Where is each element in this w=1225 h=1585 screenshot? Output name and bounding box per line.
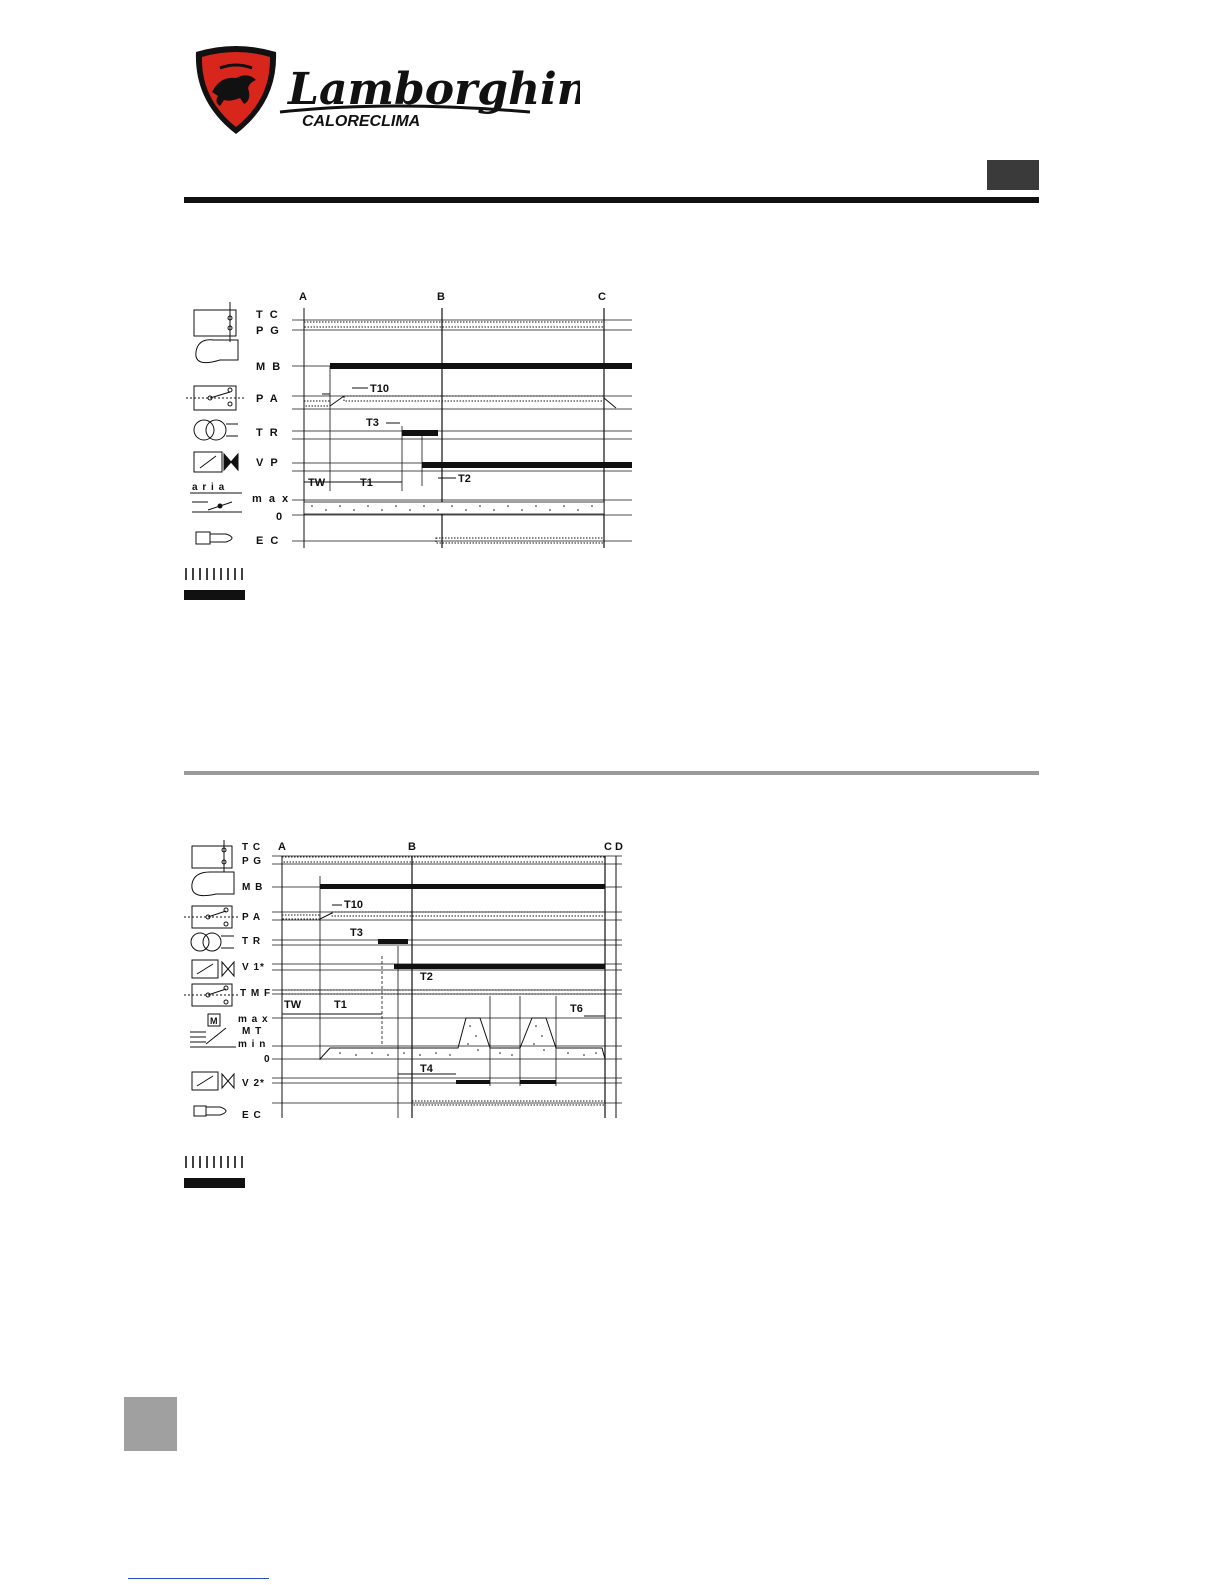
signal-mb: M B [242,882,264,893]
signal-mt: M T [242,1026,263,1037]
signal-tr: T R [242,936,262,947]
timing-tw: TW [284,999,302,1011]
ec-active-band [436,538,604,543]
signal-tmf: T M F [240,988,272,999]
mb-active-bar [320,884,605,889]
thermostat-switch-icon [194,302,236,342]
signal-pa: P A [256,393,280,405]
pa-active-band [332,912,605,916]
header-rule [184,197,1039,203]
timing-t1: T1 [334,999,347,1011]
legend-2 [184,1156,248,1201]
timing-t1: T1 [360,477,373,489]
signal-max: m a x [238,1014,269,1025]
ignition-transformer-icon [191,933,234,951]
timing-diagram-2 [180,836,640,1141]
signal-pa: P A [242,912,262,923]
signal-vp: V P [256,457,280,469]
tr-active-bar [402,430,438,436]
marker-b: B [408,841,416,853]
section-rule [184,771,1039,775]
marker-c: C [598,291,606,303]
legend-hatched-swatch [186,568,242,580]
brand-logo [190,42,580,138]
ignition-transformer-icon [194,420,238,440]
signal-tr: T R [256,427,280,439]
v2-active-bar-1 [456,1080,490,1084]
signal-min: m i n [238,1039,267,1050]
timing-t4: T4 [420,1063,433,1075]
signal-tc: T C [256,309,280,321]
flame-sensor-icon [194,1106,226,1116]
mb-active-bar [330,363,632,369]
flame-sensor-icon [196,532,232,544]
fan-motor-icon [196,340,238,363]
signal-tc: T C [242,842,262,853]
solenoid-valve-2-icon [192,1072,234,1090]
signal-pg: P G [242,856,263,867]
legend-1 [184,568,248,613]
timing-diagram-1 [180,286,640,611]
timing-t3: T3 [350,927,363,939]
air-pressure-switch-icon [186,386,244,410]
timing-t3: T3 [366,417,379,429]
signal-ec: E C [256,535,281,547]
tmf-active-band [282,990,605,994]
bull-shield-icon [196,46,276,134]
signal-max: m a x [252,493,291,505]
mt-profile [320,1018,605,1059]
brand-subtitle: CALORECLIMA [302,113,421,130]
footer-link-underline[interactable] [128,1578,269,1579]
fan-motor-icon [192,872,234,896]
signal-ec: E C [242,1110,262,1121]
signal-v2: V 2* [242,1078,265,1089]
signal-v1: V 1* [242,962,265,973]
timing-t10: T10 [344,899,363,911]
air-label: a r i a [192,482,226,493]
marker-a: A [299,291,307,303]
marker-a: A [278,841,286,853]
brand-wordmark: Lamborghini [288,64,580,115]
solenoid-valve-icon [194,452,238,472]
v1-active-bar [394,964,605,969]
signal-pg: P G [256,325,281,337]
marker-b: B [437,291,445,303]
signal-zero: 0 [276,511,285,523]
tc-pg-active-band [282,857,605,862]
solenoid-valve-1-icon [192,960,234,978]
pa-active-band [344,396,604,401]
legend-solid-swatch [184,1178,245,1188]
thermostat-switch-icon [192,840,232,872]
timing-t2: T2 [420,971,433,983]
svg-text:M: M [210,1016,218,1026]
tc-pg-active-band [304,322,604,327]
legend-solid-swatch [184,590,245,600]
timing-t6: T6 [570,1003,583,1015]
servomotor-icon [190,1014,236,1047]
vp-active-bar [422,462,632,468]
page-number-tab [124,1397,177,1451]
language-tab [987,160,1039,190]
flame-thermostat-icon [184,984,240,1006]
timing-t10: T10 [370,383,389,395]
tr-active-bar [378,939,408,944]
timing-t2: T2 [458,473,471,485]
legend-hatched-swatch [186,1156,242,1168]
marker-cd: C D [604,841,623,853]
timing-tw: TW [308,477,326,489]
signal-mb: M B [256,361,283,373]
v2-active-bar-2 [520,1080,556,1084]
air-damper-icon [190,493,242,512]
signal-zero: 0 [264,1054,271,1065]
air-pressure-switch-icon [184,906,240,928]
